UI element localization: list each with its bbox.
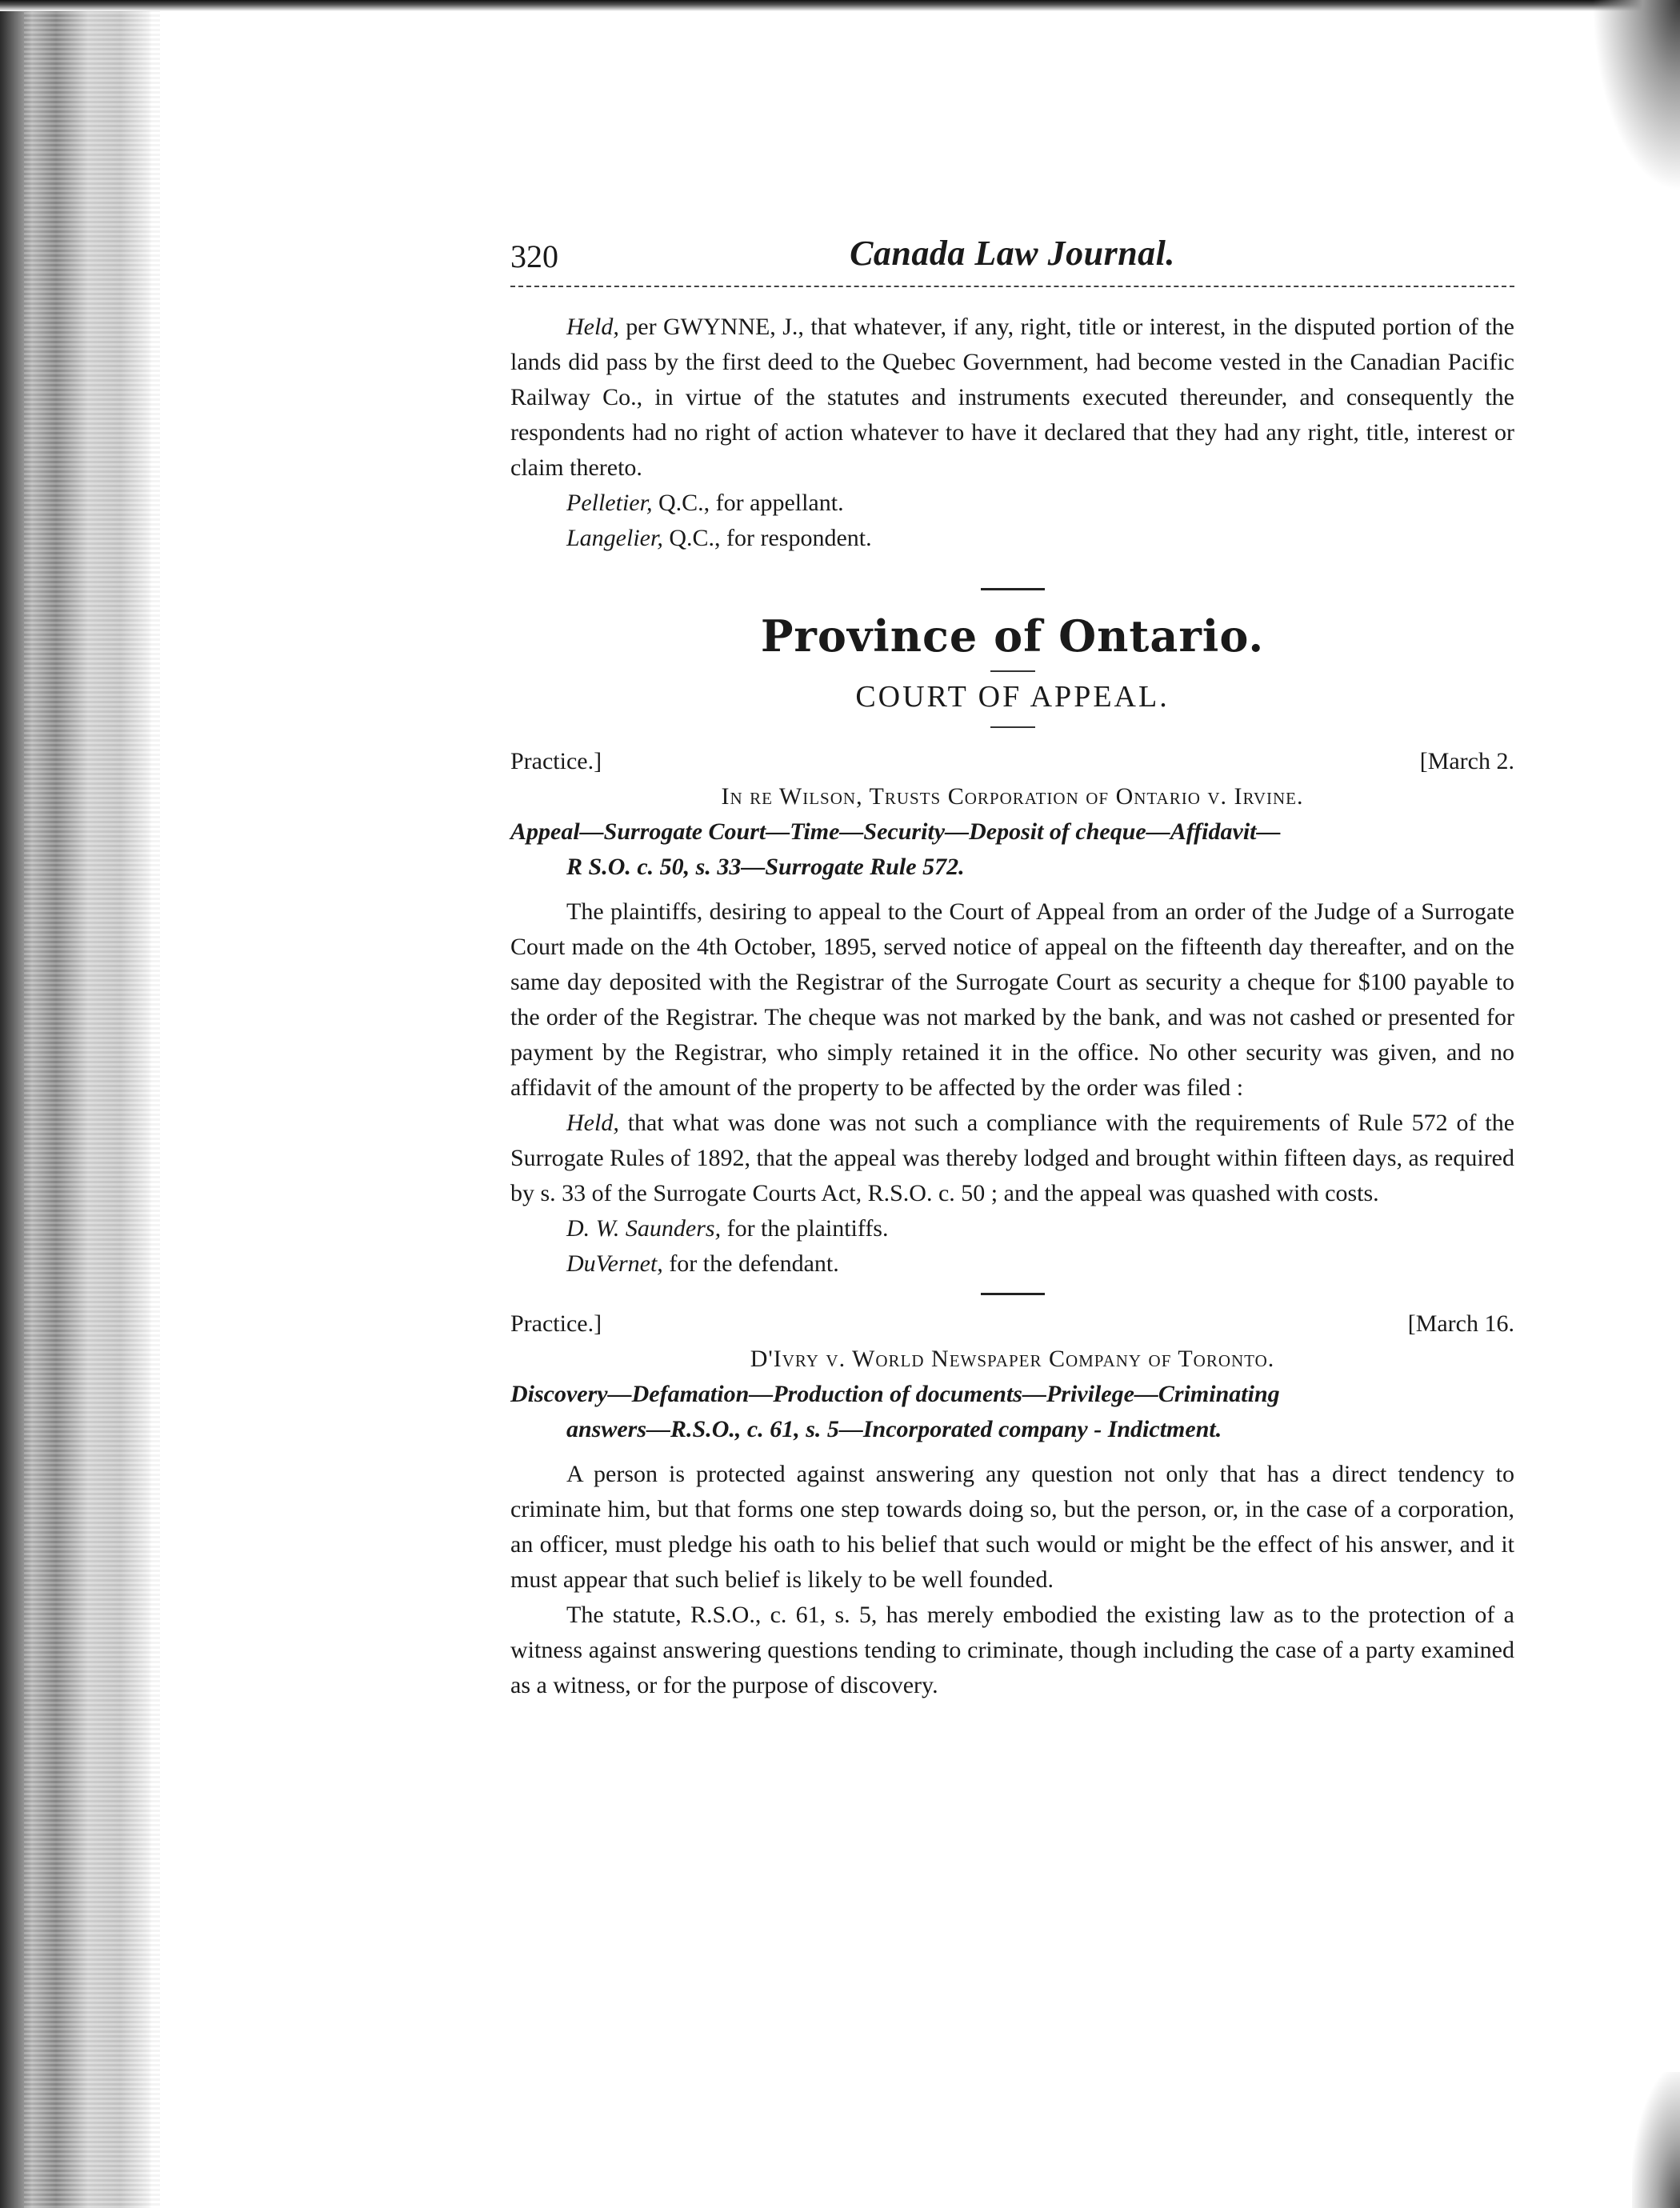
- counsel-role: Q.C., for appellant.: [658, 490, 844, 516]
- scan-shadow-top: [0, 0, 1680, 11]
- page-header: [510, 236, 1514, 287]
- intro-held-paragraph: [510, 310, 1514, 486]
- case-date: [March 16.: [1407, 1310, 1514, 1337]
- case-title: In re Wilson, Trusts Corporation of Ontario v. Irvine.: [721, 783, 1304, 810]
- held-text: that what was done was not such a compliance with the requirements of Rule 572 of the Surrogate Rules of 1892, that the appeal was thereby lodged and brought within fifteen days, as required by s. 33 of the Surrogate Courts Act, R.S.O. c. 50 ; and the appeal was quashed with costs.: [510, 1110, 1515, 1206]
- case-headnote: Discovery—Defamation—Production of documents—Privilege—Criminating: [510, 1381, 1280, 1407]
- case-headnote-continued: R S.O. c. 50, s. 33—Surrogate Rule 572.: [566, 854, 965, 880]
- counsel-name: DuVernet,: [566, 1250, 663, 1277]
- scan-shadow-corner: [1592, 0, 1680, 192]
- scan-speckle-left: [24, 0, 160, 2208]
- province-heading: Province of Ontario.: [760, 610, 1265, 662]
- case-title: D'Ivry v. World Newspaper Company of Toronto.: [750, 1346, 1275, 1372]
- case-body-paragraph: A person is protected against answering any question not only that has a direct tendency to criminate him, but that forms one step towards doing so, but the person, or, in the case of a corporation, an officer, must pledge his oath to his belief that such would or might be the effect of his answer, and it must appear that such belief is likely to be well founded.: [510, 1461, 1514, 1593]
- case-headnote: Appeal—Surrogate Court—Time—Security—Deposit of cheque—Affidavit—: [510, 818, 1281, 845]
- case-header: [510, 1306, 1514, 1342]
- journal-title: Canada Law Journal.: [850, 234, 1175, 273]
- scan-shadow-corner-bottom: [1632, 2072, 1680, 2208]
- case-body-paragraph: The plaintiffs, desiring to appeal to the Court of Appeal from an order of the Judge of a Surrogate Court made on the 4th October, 1895, served notice of appeal on the fifteenth day thereafter, and on the same day deposited with the Registrar of the Surrogate Court as security a cheque for $100 payable to the order of the Registrar. The cheque was not marked by the bank, and was not cashed or presented for payment by the Registrar, who simply retained it in the office. No other security was given, and no affidavit of the amount of the property to be affected by the order was filed :: [510, 898, 1514, 1101]
- case-header: [510, 744, 1514, 779]
- counsel-line: [510, 1211, 1514, 1246]
- case-headnote-continued: answers—R.S.O., c. 61, s. 5—Incorporated company - Indictment.: [566, 1416, 1222, 1442]
- case-category: Practice.]: [510, 748, 602, 774]
- counsel-role: for the plaintiffs.: [726, 1215, 889, 1242]
- counsel-line: [510, 1246, 1514, 1282]
- held-label: Held,: [566, 314, 619, 340]
- case-date: [March 2.: [1419, 748, 1514, 774]
- counsel-line: [510, 521, 1514, 556]
- counsel-name: Pelletier,: [566, 490, 653, 516]
- counsel-line: [510, 486, 1514, 521]
- counsel-role: Q.C., for respondent.: [669, 525, 872, 551]
- journal-page: [510, 236, 1514, 1703]
- held-text: per GWYNNE, J., that whatever, if any, right, title or interest, in the disputed portion of the lands did pass by the first deed to the Quebec Government, had become vested in the Canadian Pacific Railway Co., in virtue of the statutes and instruments executed thereunder, and consequently the respondents had no right of action whatever to have it declared that they had any right, title, interest or claim thereto.: [510, 314, 1514, 481]
- counsel-name: Langelier,: [566, 525, 663, 551]
- court-heading: COURT OF APPEAL.: [855, 680, 1170, 714]
- case-body-paragraph: The statute, R.S.O., c. 61, s. 5, has merely embodied the existing law as to the protection of a witness against answering questions tending to criminate, though including the case of a party examined as a witness, or for the purpose of discovery.: [510, 1602, 1514, 1698]
- case-held-paragraph: [510, 1106, 1514, 1211]
- counsel-name: D. W. Saunders,: [566, 1215, 722, 1242]
- case-category: Practice.]: [510, 1310, 602, 1337]
- page-number: 320: [510, 238, 558, 274]
- counsel-role: for the defendant.: [669, 1250, 839, 1277]
- held-label: Held,: [566, 1110, 619, 1136]
